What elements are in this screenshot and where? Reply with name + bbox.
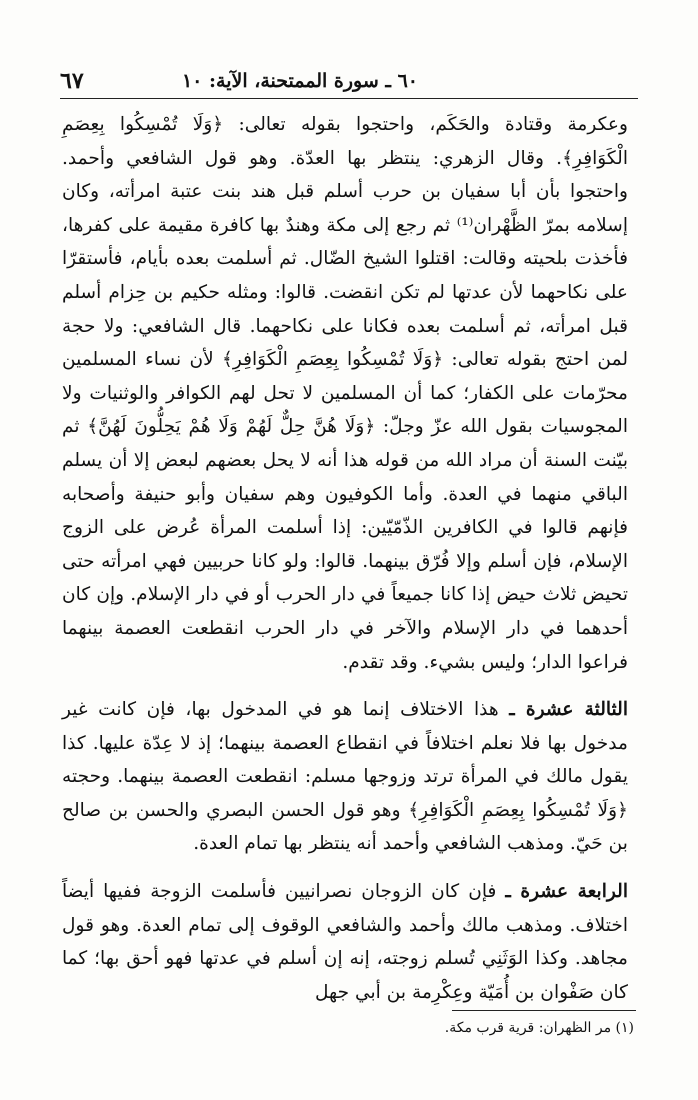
section-heading-13: الثالثة عشرة ـ	[509, 699, 628, 721]
section-heading-14: الرابعة عشرة ـ	[505, 881, 628, 903]
paragraph-3-text: فإن كان الزوجان نصرانيين فأسلمت الزوجة ففيها أيضاً اختلاف. ومذهب مالك وأحمد والشافعي الوقوف إلى تمام العدة. وهو قول مجاهد. وكذا الوَثَنِي تُسلم زوجته، إنه إن أسلم في عدتها فهو أحق بها؛ كما كان صَفْوان بن أُمَيّة وعِكْرِمة بن أبي جهل	[62, 881, 628, 1003]
paragraph-1: وعكرمة وقتادة والحَكَم، واحتجوا بقوله تعالى: ﴿وَلَا تُمْسِكُوا بِعِصَمِ الْكَوَافِرِ﴾. وقال الزهري: ينتظر بها العدّة. وهو قول الشافعي وأحمد. واحتجوا بأن أبا سفيان بن حرب أسلم قبل هند بنت عتبة امرأته، وكان إسلامه بمرّ الظَّهْران⁽¹⁾ ثم رجع إلى مكة وهندٌ بها كافرة مقيمة على كفرها، فأخذت بلحيته وقالت: اقتلوا الشيخ الضّال. ثم أسلمت بعده بأيام، فأستقرّا على نكاحهما لأن عدتها لم تكن انقضت. قالوا: ومثله حكيم بن حِزام أسلم قبل امرأته، ثم أسلمت بعده فكانا على نكاحهما. قال الشافعي: ولا حجة لمن احتج بقوله تعالى: ﴿وَلَا تُمْسِكُوا بِعِصَمِ الْكَوَافِرِ﴾ لأن نساء المسلمين محرّمات على الكفار؛ كما أن المسلمين لا تحل لهم الكوافر والوثنيات ولا المجوسيات بقول الله عزّ وجلّ: ﴿وَلَا هُنَّ حِلٌّ لَهُمْ وَلَا هُمْ يَحِلُّونَ لَهُنَّ﴾ ثم بيّنت السنة أن مراد الله من قوله هذا أنه لا يحل بعضهم لبعض إلا أن يسلم الباقي منهما في العدة. وأما الكوفيون وهم سفيان وأبو حنيفة وأصحابه فإنهم قالوا في الكافرين الذّمّيّين: إذا أسلمت المرأة عُرض على الزوج الإسلام، فإن أسلم وإلا فُرّق بينهما. قالوا: ولو كانا حربيين فهي امرأته حتى تحيض ثلاث حيض إذا كانا جميعاً في دار الحرب أو في دار الإسلام. وإن كان أحدهما في دار الإسلام والآخر في دار الحرب انقطعت العصمة بينهما فراعوا الدار؛ وليس بشيء. وقد تقدم.	[62, 114, 629, 673]
paragraph-2	[62, 693, 628, 861]
main-text	[62, 108, 628, 1009]
page-number: ٦٧	[60, 68, 84, 94]
paragraph-3	[62, 875, 628, 1009]
header-rule	[60, 98, 638, 99]
footnote: (١) مر الظهران: قرية قرب مكة.	[444, 1020, 634, 1036]
footnote-rule	[452, 1010, 636, 1011]
running-title: ٦٠ ـ سورة الممتحنة، الآية: ١٠	[181, 70, 418, 92]
paragraph-2-text: هذا الاختلاف إنما هو في المدخول بها، فإن كانت غير مدخول بها فلا نعلم اختلافاً في انقطاع العصمة بينهما؛ إذ لا عِدّة عليها. كذا يقول مالك في المرأة ترتد وزوجها مسلم: انقطعت العصمة بينهما. وحجته ﴿وَلَا تُمْسِكُوا بِعِصَمِ الْكَوَافِرِ﴾ وهو قول الحسن البصري والحسن بن صالح بن حَيّ. ومذهب الشافعي وأحمد أنه ينتظر بها تمام العدة.	[62, 699, 628, 855]
